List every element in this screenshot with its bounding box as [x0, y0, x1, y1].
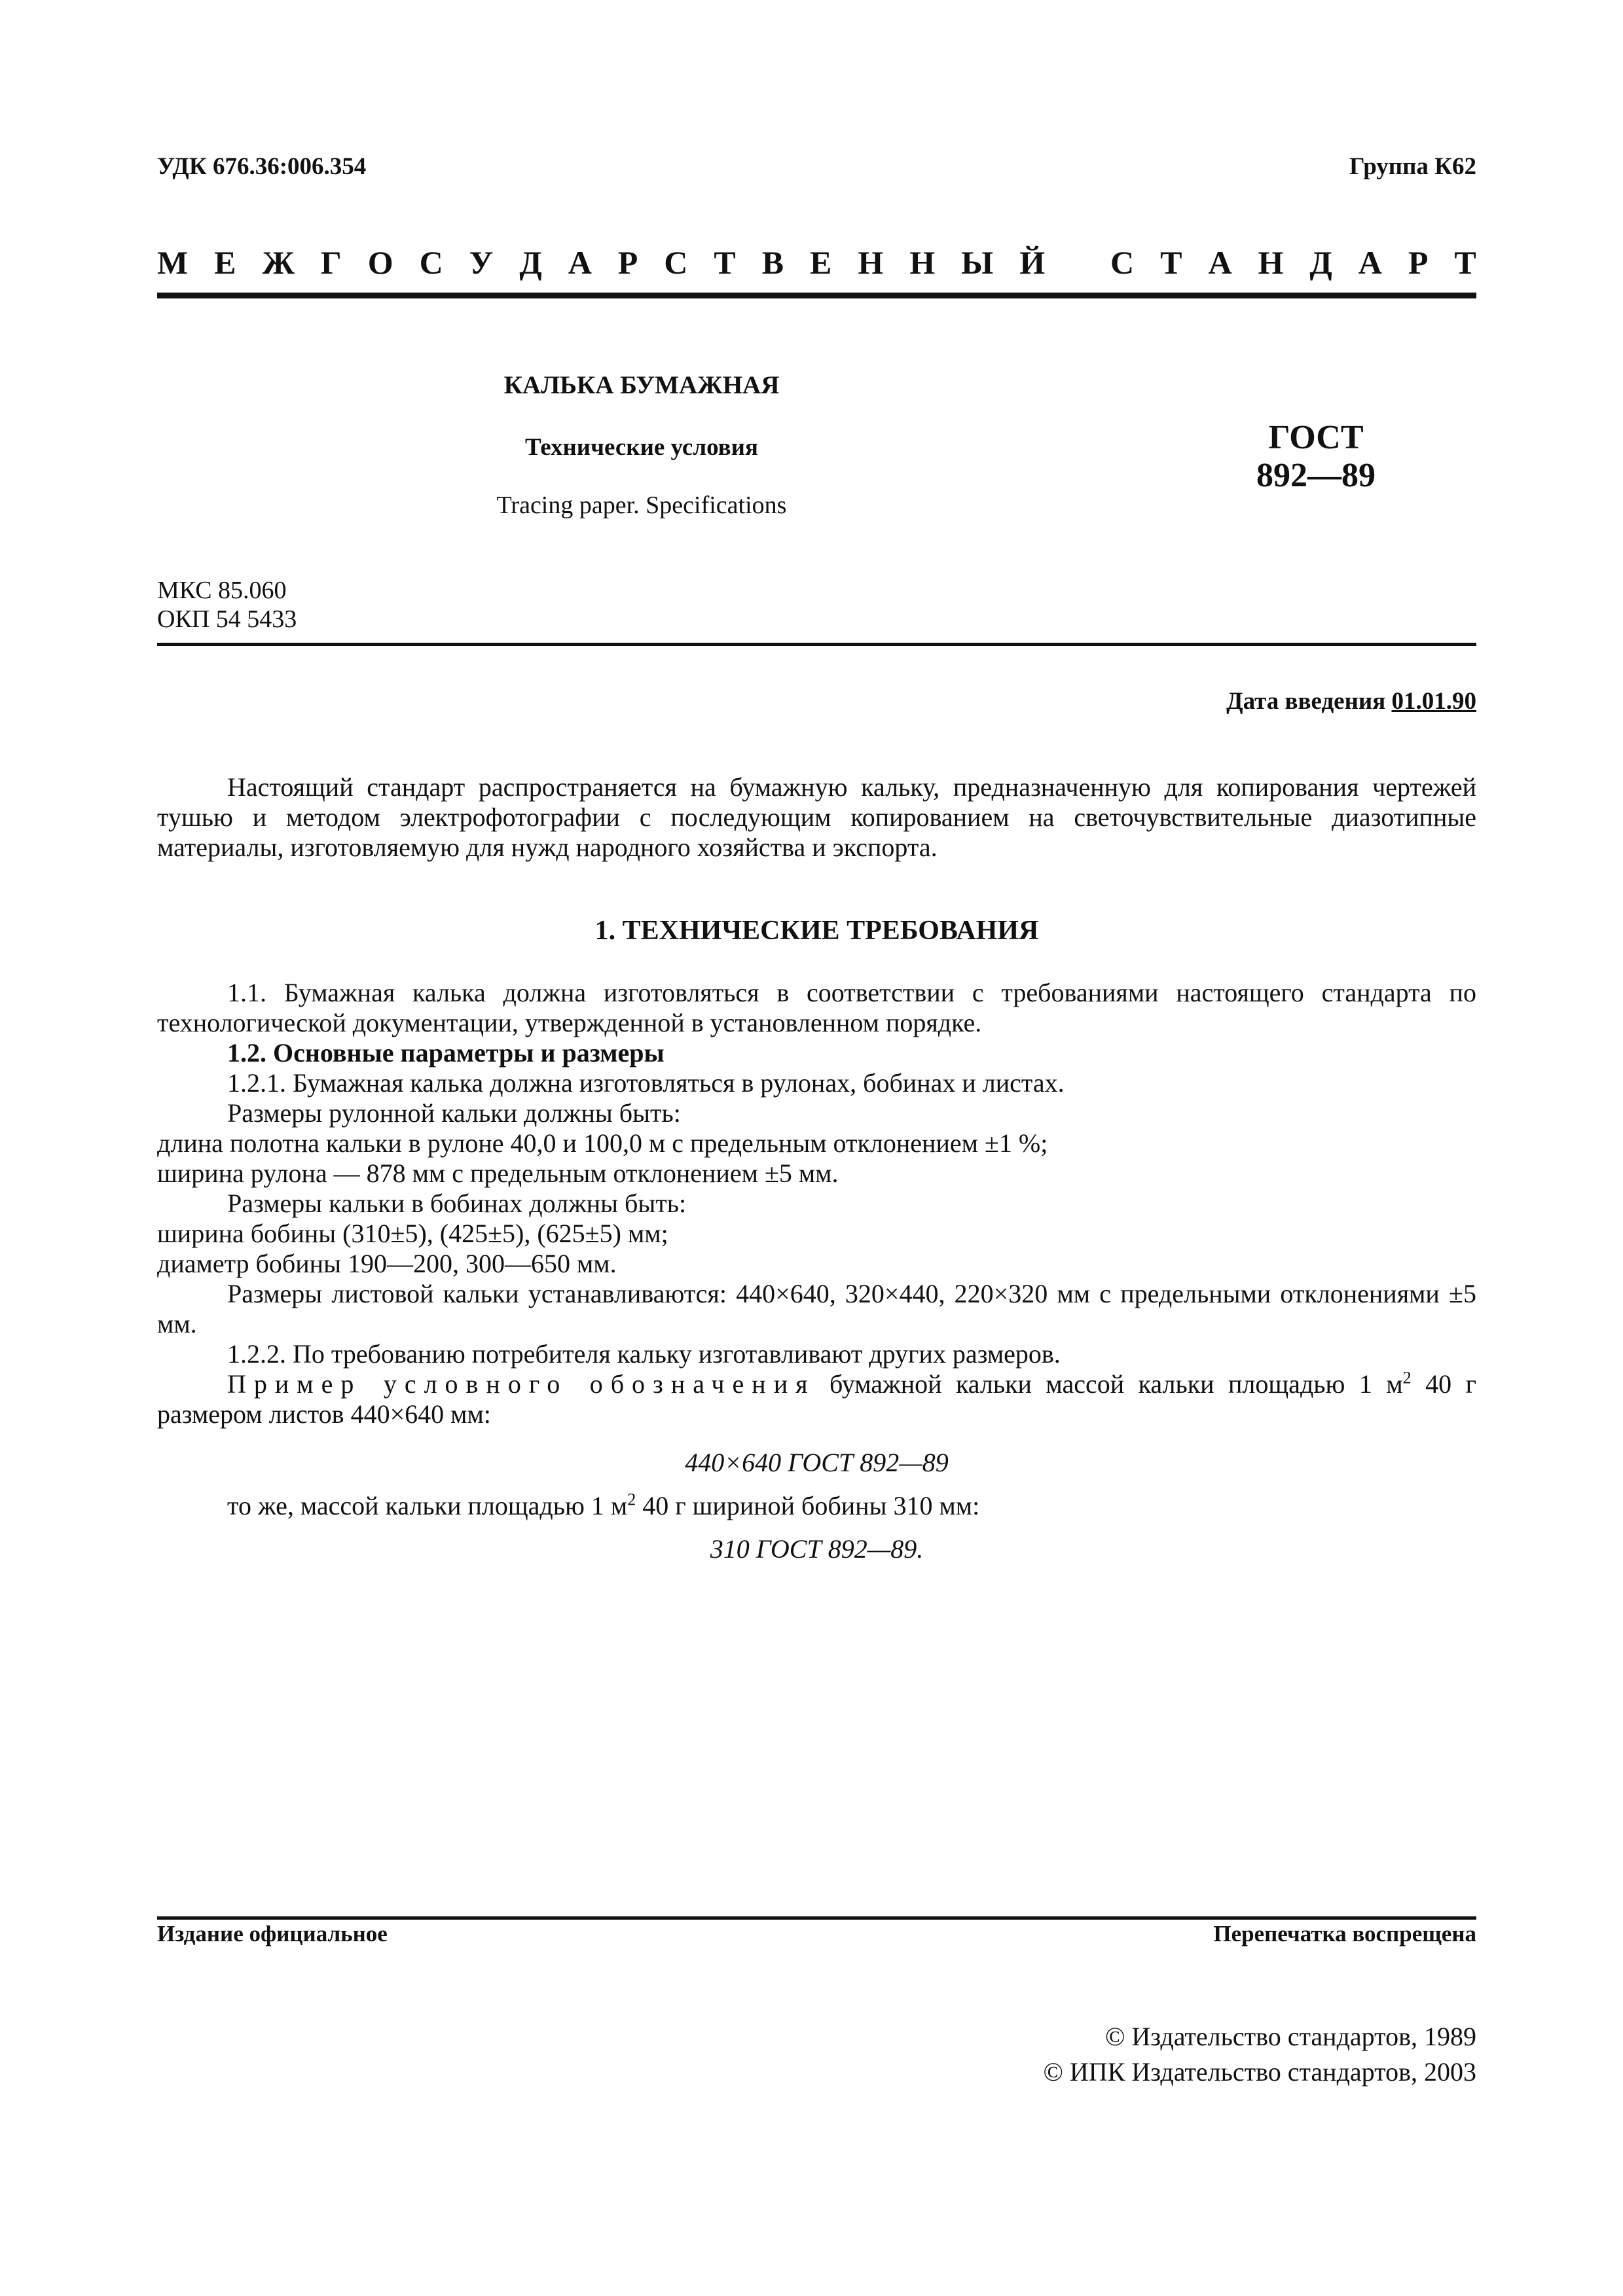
superscript: 2 [1402, 1368, 1412, 1388]
same-text-b: 40 г шириной бобины 310 мм: [636, 1491, 980, 1520]
clause-1-2-2: 1.2.2. По требованию потребителя кальку изготавливают других размеров. [227, 1339, 1061, 1369]
clause-1-2-1: 1.2.1. Бумажная калька должна изготовляться в рулонах, бобинах и листах. [227, 1068, 1065, 1098]
roll-width: ширина рулона — 878 мм с предельным отклонением ±5 мм. [157, 1158, 839, 1188]
example-text-b: 40 г размером листов 440×640 мм: [157, 1369, 1476, 1429]
document-title: КАЛЬКА БУМАЖНАЯ [503, 371, 780, 399]
copyright-line: © Издательство стандартов, 1989 [1104, 2022, 1476, 2051]
same-text [157, 1491, 1476, 1521]
heading-letter: Н [1258, 244, 1284, 281]
superscript: 2 [627, 1490, 636, 1509]
introduction-date [1226, 687, 1476, 715]
heading-letter: А [1208, 244, 1232, 281]
document-title-english: Tracing paper. Specifications [496, 492, 787, 519]
heading-letter: С [419, 244, 443, 281]
reprint-prohibited: Перепечатка воспрещена [1213, 1921, 1476, 1946]
heading-letter: В [761, 244, 784, 281]
header-divider [157, 293, 1476, 298]
heading-letter: Т [714, 244, 736, 281]
designation-example-1: 440×640 ГОСТ 892—89 [685, 1448, 949, 1477]
copyright-line: © ИПК Издательство стандартов, 2003 [1043, 2057, 1476, 2087]
heading-letter: Т [1454, 244, 1476, 281]
roll-length: длина полотна кальки в рулоне 40,0 и 100,0 м с предельным отклонением ±1 %; [157, 1128, 1048, 1158]
roll-heading: Размеры рулонной кальки должны быть: [227, 1098, 681, 1128]
heading-letter: У [469, 244, 494, 281]
designation-example-2: 310 ГОСТ 892—89. [710, 1534, 924, 1564]
date-value: 01.01.90 [1391, 688, 1476, 715]
heading-letter: О [367, 244, 393, 281]
sheet-sizes: Размеры листовой кальки устанавливаются: 440×640, 320×440, 220×320 мм с предельными отклонениями ±5 мм. [157, 1279, 1476, 1338]
document-subtitle: Технические условия [525, 434, 758, 461]
date-label: Дата введения [1226, 688, 1386, 715]
heading-letter: А [568, 244, 592, 281]
bobbin-heading: Размеры кальки в бобинах должны быть: [227, 1189, 687, 1218]
bobbin-width: ширина бобины (310±5), (425±5), (625±5) мм; [157, 1219, 668, 1248]
heading-letter: Д [519, 244, 542, 281]
heading-letter: Е [810, 244, 832, 281]
heading-letter: Р [1408, 244, 1429, 281]
heading-letter: Ы [961, 244, 994, 281]
heading-letter: С [664, 244, 688, 281]
heading-letter: М [157, 244, 189, 281]
same-text-a: то же, массой кальки площадью 1 м [227, 1491, 628, 1520]
footer-divider [157, 1916, 1476, 1920]
gost-number [1218, 419, 1414, 495]
gost-code: 892—89 [1256, 457, 1376, 494]
codes-divider [157, 643, 1476, 646]
mks-code: МКС 85.060 [157, 577, 287, 604]
okp-code: ОКП 54 5433 [157, 605, 297, 633]
classification-codes [157, 576, 297, 634]
clause-1-1: 1.1. Бумажная калька должна изготовляться в соответствии с требованиями настоящего стандарта по технологической документации, утвержденной в установленном порядке. [157, 978, 1476, 1037]
example-paragraph [157, 1369, 1476, 1429]
bobbin-diameter: диаметр бобины 190—200, 300—650 мм. [157, 1249, 617, 1278]
example-text-a: бумажной кальки массой кальки площадью 1 м [815, 1369, 1403, 1399]
heading-letter: Й [1019, 244, 1046, 281]
interstate-standard-heading [157, 243, 1476, 281]
udk-code: УДК 676.36:006.354 [157, 153, 367, 180]
section-title: 1. ТЕХНИЧЕСКИЕ ТРЕБОВАНИЯ [594, 916, 1039, 946]
section-body [157, 978, 1476, 1564]
heading-letter: А [1358, 244, 1382, 281]
intro-paragraph: Настоящий стандарт распространяется на бумажную кальку, предназначенную для копирования чертежей тушью и методом электрофотографии с последующим копированием на светочувствительные диазотипные материалы, изготовляемую для нужд народного хозяйства и экспорта. [157, 772, 1476, 862]
heading-letter: Р [617, 244, 638, 281]
heading-letter [1071, 243, 1084, 281]
heading-letter: С [1110, 244, 1135, 281]
official-edition: Издание официальное [157, 1921, 388, 1946]
group-code: Группа К62 [1349, 153, 1476, 180]
heading-letter: Н [858, 244, 884, 281]
clause-1-2: 1.2. Основные параметры и размеры [227, 1038, 665, 1067]
heading-letter: Д [1309, 244, 1332, 281]
example-label: Пример условного обозначения [227, 1369, 816, 1399]
heading-letter: Е [214, 244, 236, 281]
heading-letter: Н [909, 244, 936, 281]
heading-letter: Ж [262, 244, 295, 281]
gost-label: ГОСТ [1268, 419, 1364, 456]
copyright-block [1044, 2019, 1476, 2090]
heading-letter: Г [320, 244, 342, 281]
heading-letter: Т [1160, 244, 1182, 281]
